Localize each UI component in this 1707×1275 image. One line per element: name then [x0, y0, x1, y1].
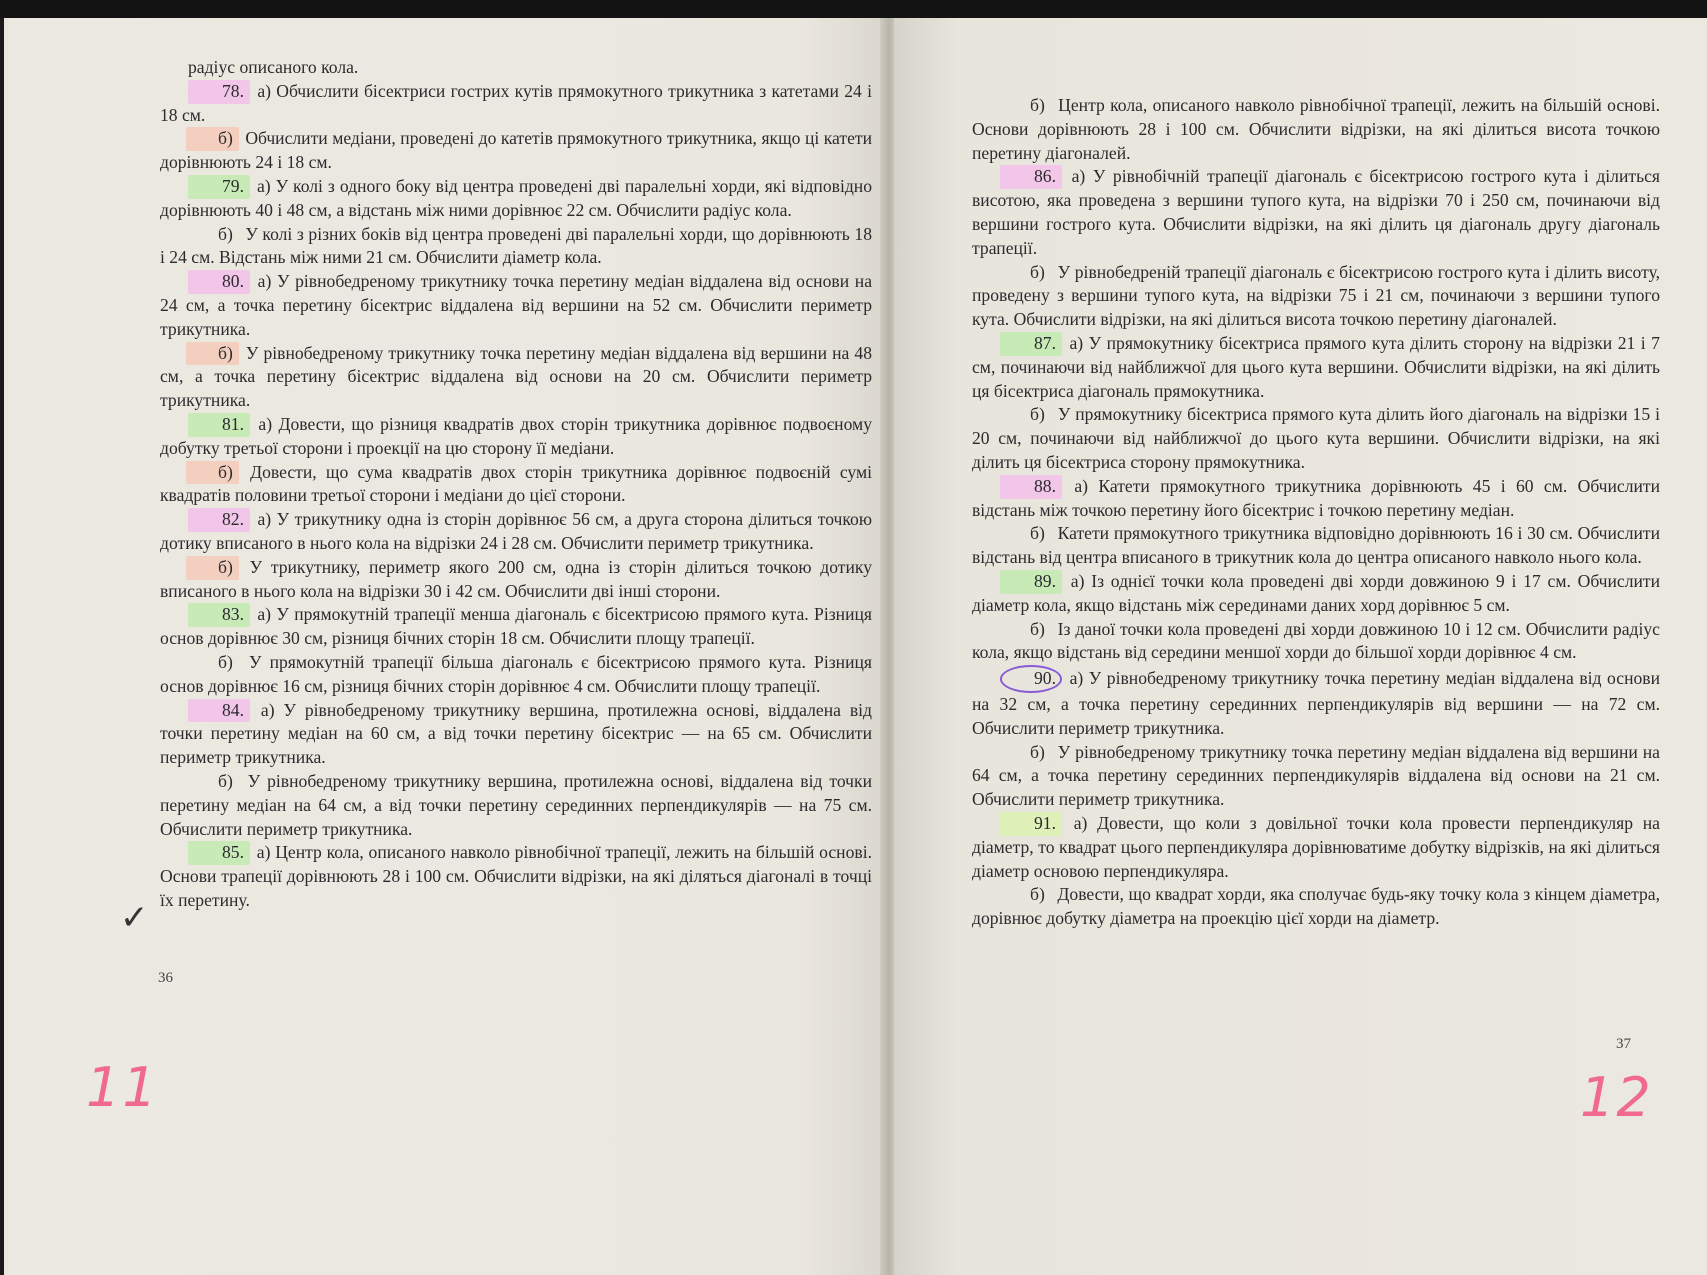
exercise-text: У рівнобедреному трикутнику вершина, протилежна основі, віддалена від точки перетину медіан на 64 см, а від точки перетину серединних перпендикулярів — на 75 см. Обчислити периметр трикутника. [160, 770, 872, 839]
exercise-number: б) [1030, 261, 1045, 282]
exercise-paragraph [160, 175, 872, 223]
exercise-number: 91. [1000, 812, 1062, 836]
exercise-paragraph [160, 342, 872, 413]
exercise-text: Із даної точки кола проведені дві хорди довжиною 10 і 12 см. Обчислити радіус кола, якщо відстань від середини меншої хорди до більшої хорди дорівнює 4 см. [972, 618, 1660, 663]
book-spread [4, 18, 1707, 1275]
handwritten-page-number-right: 12 [1580, 1066, 1653, 1129]
exercise-number: б) [218, 770, 233, 791]
exercise-paragraph [972, 94, 1660, 165]
exercise-text: а) Катети прямокутного трикутника дорівнюють 45 і 60 см. Обчислити відстань між точкою перетину його бісектрис і точкою перетину медіан. [972, 475, 1660, 520]
exercise-paragraph [972, 522, 1660, 570]
exercise-paragraph [972, 741, 1660, 812]
exercise-paragraph [160, 80, 872, 128]
exercise-number: б) [218, 651, 233, 672]
exercise-number: 87. [1000, 332, 1062, 356]
exercise-paragraph [160, 127, 872, 175]
exercise-text: а) Довести, що різниця квадратів двох сторін трикутника дорівнює подвоєному добутку третьої сторони і проекції на цю сторону її медіани. [160, 413, 872, 458]
exercise-number: 88. [1000, 475, 1062, 499]
exercise-number: 80. [188, 270, 250, 294]
exercise-text: У прямокутнику бісектриса прямого кута ділить його діагональ на відрізки 15 і 20 см, починаючи від найближчої до цього кута вершини. Обчислити відрізки, на які ділить ця бісектриса сторону прямокутника. [972, 404, 1661, 472]
exercise-number: б) [1030, 741, 1045, 762]
exercise-text: а) У прямокутнику бісектриса прямого кута ділить сторону на відрізки 21 і 7 см, починаючи від найближчої для цього кута вершини. Обчислити відрізки, на які ділить ця бісектриса діагональ прямокутника. [972, 332, 1660, 401]
exercise-number: 86. [1000, 165, 1062, 189]
photo-background [0, 0, 1707, 18]
exercise-paragraph [160, 556, 872, 604]
exercise-paragraph [160, 223, 872, 271]
exercise-text: а) У рівнобічній трапеції діагональ є бісектрисою гострого кута і ділиться висотою, яка проведена з вершини тупого кута, на відрізки 70 і 250 см, починаючи від вершини гострого кута. Обчислити відрізки, на які ділить ця діагональ другу діагональ трапеції. [972, 166, 1660, 258]
exercise-paragraph [972, 665, 1660, 740]
left-page-text [160, 56, 872, 913]
exercise-text: Довести, що сума квадратів двох сторін трикутника дорівнює подвоєній сумі квадратів половини третьої сторони і медіани до цієї сторони. [160, 461, 873, 506]
exercise-paragraph [972, 618, 1660, 666]
exercise-paragraph [972, 165, 1660, 260]
exercise-text: радіус описаного кола. [188, 57, 359, 77]
exercise-text: а) Довести, що коли з довільної точки кола провести перпендикуляр на діаметр, то квадрат цього перпендикуляра дорівнюватиме добутку відрізків, на які ділиться діаметр основою перпендикуляра. [972, 812, 1660, 881]
exercise-text: а) У прямокутній трапеції менша діагональ є бісектрисою прямого кута. Різниця основ дорівнює 30 см, різниця бічних сторін 18 см. Обчислити площу трапеції. [160, 604, 872, 649]
exercise-text: У колі з різних боків від центра проведені дві паралельні хорди, що дорівнюють 18 і 24 см. Відстань між ними 21 см. Обчислити діаметр кола. [160, 223, 872, 268]
exercise-text: а) Обчислити бісектриси гострих кутів прямокутного трикутника з катетами 24 і 18 см. [160, 80, 872, 125]
exercise-number: 78. [188, 80, 250, 104]
exercise-paragraph [972, 403, 1660, 474]
exercise-number: 85. [188, 841, 250, 865]
exercise-text: а) У рівнобедреному трикутнику точка перетину медіан віддалена від основи на 24 см, а точка перетину бісектрис віддалена від вершини на 52 см. Обчислити периметр трикутника. [160, 271, 872, 339]
exercise-text: а) У рівнобедреному трикутнику вершина, протилежна основі, віддалена від точки перетину медіан на 60 см, а від точки перетину бісектрис — на 65 см. Обчислити периметр трикутника. [160, 699, 872, 768]
exercise-text: а) У колі з одного боку від центра проведені дві паралельні хорди, які відповідно дорівнюють 40 і 48 см, а відстань між ними дорівнює 22 см. Обчислити радіус кола. [160, 175, 872, 220]
right-page [894, 18, 1707, 1275]
left-page [8, 18, 888, 1275]
exercise-paragraph [160, 770, 872, 841]
exercise-number: 89. [1000, 570, 1062, 594]
exercise-number: б) [186, 342, 239, 366]
exercise-text: а) Центр кола, описаного навколо рівнобічної трапеції, лежить на більшій основі. Основи трапеції дорівнюють 28 і 100 см. Обчислити відрізки, на які діляться діагоналі в точці їх перетину. [160, 842, 872, 910]
exercise-number: б) [1030, 404, 1045, 425]
exercise-number: б) [1030, 884, 1045, 905]
exercise-text: а) У рівнобедреному трикутнику точка перетину медіан віддалена від основи на 32 см, а точка перетину серединних перпендикулярів від вершини — на 72 см. Обчислити периметр трикутника. [972, 668, 1661, 738]
handwritten-page-number-left: 11 [86, 1056, 159, 1119]
exercise-number: б) [1030, 523, 1045, 544]
exercise-number: 83. [188, 603, 250, 627]
exercise-paragraph [160, 461, 872, 509]
exercise-paragraph [972, 261, 1660, 332]
exercise-paragraph [972, 570, 1660, 618]
exercise-paragraph [160, 270, 872, 341]
exercise-paragraph [160, 413, 872, 461]
exercise-number: б) [1030, 618, 1045, 639]
exercise-number: 79. [188, 175, 250, 199]
exercise-text: У рівнобедреному трикутнику точка перетину медіан віддалена від вершини на 64 см, а точка перетину серединних перпендикулярів віддалена від основи на 21 см. Обчислити периметр трикутника. [972, 741, 1660, 810]
exercise-text: У рівнобедреній трапеції діагональ є бісектрисою гострого кута і ділить висоту, проведену з вершини тупого кута, на відрізки 75 і 21 см, починаючи з вершини тупого кута. Обчислити відрізки, на які ділиться висота точкою перетину діагоналей. [972, 261, 1661, 330]
exercise-text: У прямокутній трапеції більша діагональ є бісектрисою прямого кута. Різниця основ дорівнює 16 см, різниця бічних сторін дорівнює 4 см. Обчислити площу трапеції. [160, 651, 872, 696]
exercise-number: б) [218, 223, 233, 244]
exercise-text: У трикутнику, периметр якого 200 см, одна із сторін ділиться точкою дотику вписаного в нього кола на відрізки 30 і 42 см. Обчислити дві інші сторони. [160, 556, 872, 601]
exercise-number: 82. [188, 508, 250, 532]
exercise-paragraph [972, 812, 1660, 883]
exercise-paragraph [160, 841, 872, 912]
exercise-number: б) [186, 127, 239, 151]
exercise-paragraph [972, 332, 1660, 403]
exercise-paragraph [160, 603, 872, 651]
page-number-right: 37 [1616, 1036, 1631, 1052]
exercise-text: Довести, що квадрат хорди, яка сполучає будь-яку точку кола з кінцем діаметра, дорівнює добутку діаметра на проекцію цієї хорди на діаметр. [972, 884, 1660, 929]
exercise-paragraph [972, 475, 1660, 523]
exercise-paragraph [160, 651, 872, 699]
exercise-paragraph [160, 699, 872, 770]
exercise-text: У рівнобедреному трикутнику точка перетину медіан віддалена від вершини на 48 см, а точка перетину бісектрис віддалена від основи на 20 см. Обчислити периметр трикутника. [160, 342, 873, 411]
exercise-text: Катети прямокутного трикутника відповідно дорівнюють 16 і 30 см. Обчислити відстань від центра вписаного в трикутник кола до центра описаного навколо нього кола. [972, 523, 1661, 568]
check-mark-icon: ✓ [120, 898, 149, 938]
exercise-text: Центр кола, описаного навколо рівнобічної трапеції, лежить на більшій основі. Основи дорівнюють 28 і 100 см. Обчислити відрізки, на які ділиться висота точкою перетину діагоналей. [972, 95, 1660, 163]
exercise-paragraph [972, 883, 1660, 931]
exercise-paragraph [160, 56, 872, 80]
exercise-number: б) [1030, 95, 1045, 115]
exercise-number: 84. [188, 699, 250, 723]
exercise-text: а) Із однієї точки кола проведені дві хорди довжиною 9 і 17 см. Обчислити діаметр кола, якщо відстань між серединами даних хорд дорівнює 5 см. [972, 570, 1660, 615]
exercise-number: б) [186, 556, 239, 580]
page-number-left: 36 [158, 970, 173, 986]
exercise-number: 81. [188, 413, 250, 437]
exercise-number: б) [186, 461, 239, 485]
exercise-text: а) У трикутнику одна із сторін дорівнює 56 см, а друга сторона ділиться точкою дотику вписаного в нього кола на відрізки 24 і 28 см. Обчислити периметр трикутника. [160, 509, 872, 553]
right-page-text [972, 94, 1660, 931]
exercise-text: Обчислити медіани, проведені до катетів прямокутного трикутника, якщо ці катети дорівнюють 24 і 18 см. [160, 128, 873, 173]
exercise-paragraph [160, 508, 872, 556]
exercise-number: 90. [1000, 665, 1062, 693]
